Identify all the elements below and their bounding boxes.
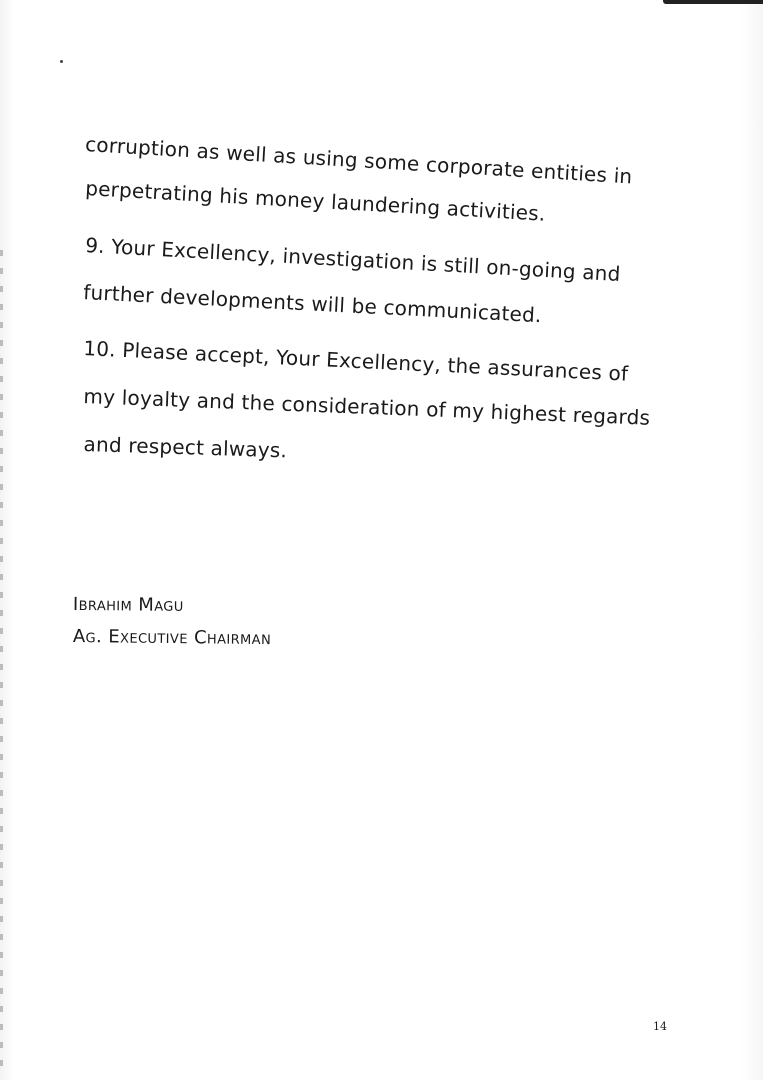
body-line: further developments will be communicated. (82, 280, 543, 328)
paragraph-10: 10. Please accept, Your Excellency, the assurances of (82, 336, 629, 386)
scan-edge-artifact (0, 250, 3, 1070)
scan-edge-artifact (663, 0, 763, 4)
signatory-name: Ibrahim Magu (72, 594, 184, 616)
paragraph-9: 9. Your Excellency, investigation is still on-going and (84, 233, 622, 286)
page-number: 14 (653, 1020, 667, 1033)
body-line: perpetrating his money laundering activities. (84, 176, 547, 226)
body-line: corruption as well as using some corporate entities in (84, 132, 634, 189)
scan-speck (60, 60, 63, 63)
body-line: and respect always. (83, 432, 288, 463)
body-line: my loyalty and the consideration of my highest regards (83, 384, 651, 430)
signatory-title: Ag. Executive Chairman (72, 626, 272, 650)
